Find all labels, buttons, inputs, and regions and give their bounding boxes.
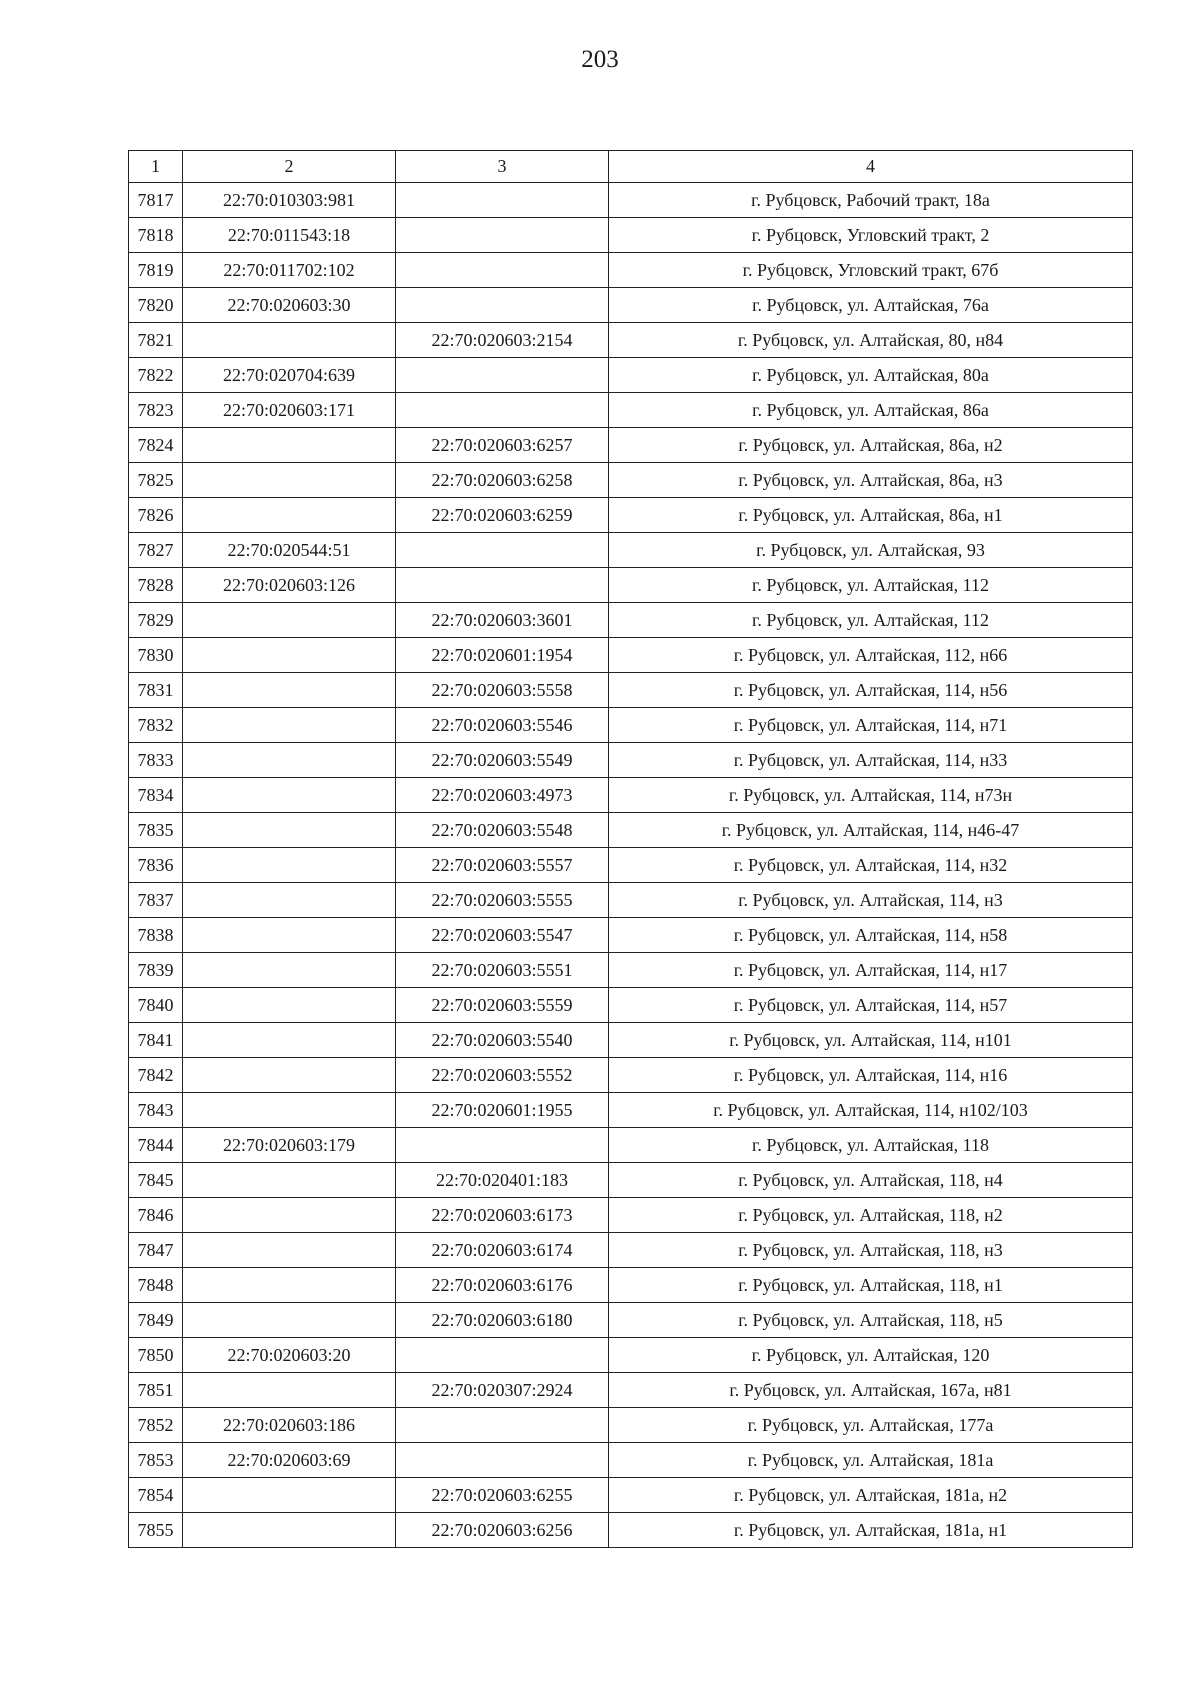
cadastral-number-cell: 22:70:020544:51 [183,533,396,568]
address-cell: г. Рубцовск, ул. Алтайская, 114, н33 [609,743,1133,778]
table-row [129,428,1133,463]
address-cell: г. Рубцовск, ул. Алтайская, 118, н3 [609,1233,1133,1268]
cadastral-number-cell [183,848,396,883]
cadastral-number-cell [183,778,396,813]
room-cadastral-number-cell: 22:70:020603:5546 [396,708,609,743]
cadastral-number-cell [183,463,396,498]
address-cell: г. Рубцовск, ул. Алтайская, 114, н17 [609,953,1133,988]
row-number-cell: 7837 [129,883,183,918]
row-number-cell: 7844 [129,1128,183,1163]
cadastral-number-cell: 22:70:010303:981 [183,183,396,218]
row-number-cell: 7854 [129,1478,183,1513]
room-cadastral-number-cell: 22:70:020603:4973 [396,778,609,813]
cadastral-number-cell [183,1163,396,1198]
address-cell: г. Рубцовск, ул. Алтайская, 177а [609,1408,1133,1443]
address-cell: г. Рубцовск, ул. Алтайская, 86а, н3 [609,463,1133,498]
address-cell: г. Рубцовск, ул. Алтайская, 86а [609,393,1133,428]
table-row [129,533,1133,568]
address-cell: г. Рубцовск, ул. Алтайская, 112 [609,603,1133,638]
room-cadastral-number-cell: 22:70:020603:5548 [396,813,609,848]
table-row [129,1233,1133,1268]
cadastral-number-cell [183,918,396,953]
cadastral-number-cell [183,638,396,673]
row-number-cell: 7817 [129,183,183,218]
table-row [129,1408,1133,1443]
address-cell: г. Рубцовск, ул. Алтайская, 181а [609,1443,1133,1478]
table-row [129,1268,1133,1303]
row-number-cell: 7848 [129,1268,183,1303]
cadastral-number-cell [183,1198,396,1233]
row-number-cell: 7821 [129,323,183,358]
room-cadastral-number-cell: 22:70:020603:6176 [396,1268,609,1303]
cadastral-number-cell [183,498,396,533]
room-cadastral-number-cell: 22:70:020603:5551 [396,953,609,988]
row-number-cell: 7847 [129,1233,183,1268]
cadastral-number-cell: 22:70:020603:20 [183,1338,396,1373]
cadastral-number-cell [183,813,396,848]
address-cell: г. Рубцовск, ул. Алтайская, 118 [609,1128,1133,1163]
room-cadastral-number-cell: 22:70:020603:5555 [396,883,609,918]
row-number-cell: 7842 [129,1058,183,1093]
room-cadastral-number-cell: 22:70:020603:6258 [396,463,609,498]
cadastral-number-cell: 22:70:020603:171 [183,393,396,428]
room-cadastral-number-cell: 22:70:020603:5549 [396,743,609,778]
address-cell: г. Рубцовск, ул. Алтайская, 112 [609,568,1133,603]
address-cell: г. Рубцовск, ул. Алтайская, 114, н46-47 [609,813,1133,848]
address-cell: г. Рубцовск, ул. Алтайская, 80, н84 [609,323,1133,358]
address-cell: г. Рубцовск, ул. Алтайская, 114, н71 [609,708,1133,743]
room-cadastral-number-cell: 22:70:020603:5552 [396,1058,609,1093]
cadastral-number-cell [183,1268,396,1303]
room-cadastral-number-cell: 22:70:020603:6174 [396,1233,609,1268]
cadastral-number-cell: 22:70:020603:30 [183,288,396,323]
table-row [129,778,1133,813]
row-number-cell: 7855 [129,1513,183,1548]
address-cell: г. Рубцовск, Угловский тракт, 67б [609,253,1133,288]
column-header: 2 [183,151,396,183]
header-row [129,151,1133,183]
address-cell: г. Рубцовск, ул. Алтайская, 181а, н2 [609,1478,1133,1513]
table-row [129,603,1133,638]
cadastral-number-cell [183,673,396,708]
room-cadastral-number-cell [396,1338,609,1373]
room-cadastral-number-cell: 22:70:020603:5558 [396,673,609,708]
row-number-cell: 7831 [129,673,183,708]
table-row [129,883,1133,918]
table-row [129,1128,1133,1163]
cadastral-number-cell [183,1233,396,1268]
table-row [129,988,1133,1023]
address-cell: г. Рубцовск, ул. Алтайская, 76а [609,288,1133,323]
address-cell: г. Рубцовск, ул. Алтайская, 114, н16 [609,1058,1133,1093]
row-number-cell: 7833 [129,743,183,778]
column-header: 3 [396,151,609,183]
table-row [129,708,1133,743]
table-row [129,1443,1133,1478]
room-cadastral-number-cell [396,358,609,393]
row-number-cell: 7828 [129,568,183,603]
row-number-cell: 7830 [129,638,183,673]
cadastral-number-cell [183,708,396,743]
address-cell: г. Рубцовск, Угловский тракт, 2 [609,218,1133,253]
room-cadastral-number-cell: 22:70:020603:6256 [396,1513,609,1548]
row-number-cell: 7839 [129,953,183,988]
table-row [129,288,1133,323]
room-cadastral-number-cell [396,183,609,218]
table-body [129,183,1133,1548]
table-row [129,1338,1133,1373]
row-number-cell: 7825 [129,463,183,498]
room-cadastral-number-cell [396,253,609,288]
row-number-cell: 7840 [129,988,183,1023]
table-row [129,1373,1133,1408]
address-cell: г. Рубцовск, ул. Алтайская, 114, н57 [609,988,1133,1023]
cadastral-number-cell [183,1058,396,1093]
address-cell: г. Рубцовск, ул. Алтайская, 114, н101 [609,1023,1133,1058]
room-cadastral-number-cell: 22:70:020603:6257 [396,428,609,463]
row-number-cell: 7841 [129,1023,183,1058]
cadastral-number-cell: 22:70:020704:639 [183,358,396,393]
address-cell: г. Рубцовск, ул. Алтайская, 86а, н2 [609,428,1133,463]
cadastral-number-cell: 22:70:020603:69 [183,1443,396,1478]
room-cadastral-number-cell [396,1128,609,1163]
address-cell: г. Рубцовск, ул. Алтайская, 114, н56 [609,673,1133,708]
row-number-cell: 7822 [129,358,183,393]
cadastral-number-cell [183,1478,396,1513]
row-number-cell: 7823 [129,393,183,428]
cadastral-number-cell: 22:70:011702:102 [183,253,396,288]
room-cadastral-number-cell: 22:70:020603:5559 [396,988,609,1023]
cadastral-number-cell [183,883,396,918]
row-number-cell: 7838 [129,918,183,953]
table-row [129,1058,1133,1093]
room-cadastral-number-cell [396,533,609,568]
row-number-cell: 7820 [129,288,183,323]
cadastral-number-cell: 22:70:020603:179 [183,1128,396,1163]
cadastral-number-cell [183,953,396,988]
cadastral-number-cell: 22:70:020603:186 [183,1408,396,1443]
room-cadastral-number-cell: 22:70:020603:2154 [396,323,609,358]
table-row [129,1023,1133,1058]
table-row [129,1198,1133,1233]
cadastral-number-cell [183,1373,396,1408]
row-number-cell: 7832 [129,708,183,743]
room-cadastral-number-cell: 22:70:020603:5540 [396,1023,609,1058]
row-number-cell: 7843 [129,1093,183,1128]
address-cell: г. Рубцовск, ул. Алтайская, 120 [609,1338,1133,1373]
cadastral-number-cell: 22:70:011543:18 [183,218,396,253]
row-number-cell: 7853 [129,1443,183,1478]
table-row [129,813,1133,848]
table-row [129,1163,1133,1198]
column-header: 4 [609,151,1133,183]
table-row [129,918,1133,953]
table-row [129,183,1133,218]
address-cell: г. Рубцовск, ул. Алтайская, 114, н32 [609,848,1133,883]
column-header: 1 [129,151,183,183]
table-row [129,1513,1133,1548]
row-number-cell: 7851 [129,1373,183,1408]
table-row [129,463,1133,498]
cadastral-number-cell [183,323,396,358]
room-cadastral-number-cell [396,1408,609,1443]
row-number-cell: 7845 [129,1163,183,1198]
room-cadastral-number-cell [396,218,609,253]
row-number-cell: 7826 [129,498,183,533]
row-number-cell: 7818 [129,218,183,253]
address-cell: г. Рубцовск, ул. Алтайская, 118, н2 [609,1198,1133,1233]
row-number-cell: 7819 [129,253,183,288]
table-row [129,568,1133,603]
row-number-cell: 7846 [129,1198,183,1233]
room-cadastral-number-cell: 22:70:020603:6259 [396,498,609,533]
table-row [129,638,1133,673]
cadastral-number-cell [183,1093,396,1128]
row-number-cell: 7836 [129,848,183,883]
address-cell: г. Рубцовск, ул. Алтайская, 93 [609,533,1133,568]
table-row [129,743,1133,778]
room-cadastral-number-cell: 22:70:020603:6180 [396,1303,609,1338]
room-cadastral-number-cell: 22:70:020307:2924 [396,1373,609,1408]
address-cell: г. Рубцовск, ул. Алтайская, 112, н66 [609,638,1133,673]
address-cell: г. Рубцовск, ул. Алтайская, 114, н3 [609,883,1133,918]
room-cadastral-number-cell: 22:70:020401:183 [396,1163,609,1198]
cadastral-number-cell [183,1303,396,1338]
address-cell: г. Рубцовск, ул. Алтайская, 118, н1 [609,1268,1133,1303]
room-cadastral-number-cell [396,393,609,428]
table-row [129,393,1133,428]
room-cadastral-number-cell: 22:70:020603:6173 [396,1198,609,1233]
address-cell: г. Рубцовск, ул. Алтайская, 114, н102/103 [609,1093,1133,1128]
table-row [129,848,1133,883]
table-row [129,1303,1133,1338]
cadastral-number-cell [183,603,396,638]
cadastral-number-cell: 22:70:020603:126 [183,568,396,603]
address-cell: г. Рубцовск, ул. Алтайская, 114, н73н [609,778,1133,813]
row-number-cell: 7835 [129,813,183,848]
cadastral-number-cell [183,1513,396,1548]
address-cell: г. Рубцовск, ул. Алтайская, 80а [609,358,1133,393]
table-row [129,673,1133,708]
row-number-cell: 7849 [129,1303,183,1338]
registry-table [128,150,1133,1548]
room-cadastral-number-cell [396,1443,609,1478]
address-cell: г. Рубцовск, ул. Алтайская, 86а, н1 [609,498,1133,533]
address-cell: г. Рубцовск, ул. Алтайская, 118, н4 [609,1163,1133,1198]
row-number-cell: 7827 [129,533,183,568]
cadastral-number-cell [183,743,396,778]
table-row [129,218,1133,253]
room-cadastral-number-cell: 22:70:020603:3601 [396,603,609,638]
cadastral-number-cell [183,1023,396,1058]
table-row [129,498,1133,533]
room-cadastral-number-cell: 22:70:020601:1954 [396,638,609,673]
room-cadastral-number-cell: 22:70:020603:5547 [396,918,609,953]
address-cell: г. Рубцовск, ул. Алтайская, 114, н58 [609,918,1133,953]
room-cadastral-number-cell [396,568,609,603]
room-cadastral-number-cell: 22:70:020603:5557 [396,848,609,883]
address-cell: г. Рубцовск, ул. Алтайская, 118, н5 [609,1303,1133,1338]
room-cadastral-number-cell [396,288,609,323]
table-row [129,358,1133,393]
table-row [129,953,1133,988]
room-cadastral-number-cell: 22:70:020603:6255 [396,1478,609,1513]
table-row [129,323,1133,358]
row-number-cell: 7829 [129,603,183,638]
address-cell: г. Рубцовск, Рабочий тракт, 18а [609,183,1133,218]
address-cell: г. Рубцовск, ул. Алтайская, 181а, н1 [609,1513,1133,1548]
row-number-cell: 7852 [129,1408,183,1443]
row-number-cell: 7824 [129,428,183,463]
address-cell: г. Рубцовск, ул. Алтайская, 167а, н81 [609,1373,1133,1408]
table-row [129,1478,1133,1513]
row-number-cell: 7834 [129,778,183,813]
page-number: 203 [581,46,619,73]
room-cadastral-number-cell: 22:70:020601:1955 [396,1093,609,1128]
table-row [129,1093,1133,1128]
cadastral-number-cell [183,428,396,463]
row-number-cell: 7850 [129,1338,183,1373]
cadastral-number-cell [183,988,396,1023]
table-row [129,253,1133,288]
